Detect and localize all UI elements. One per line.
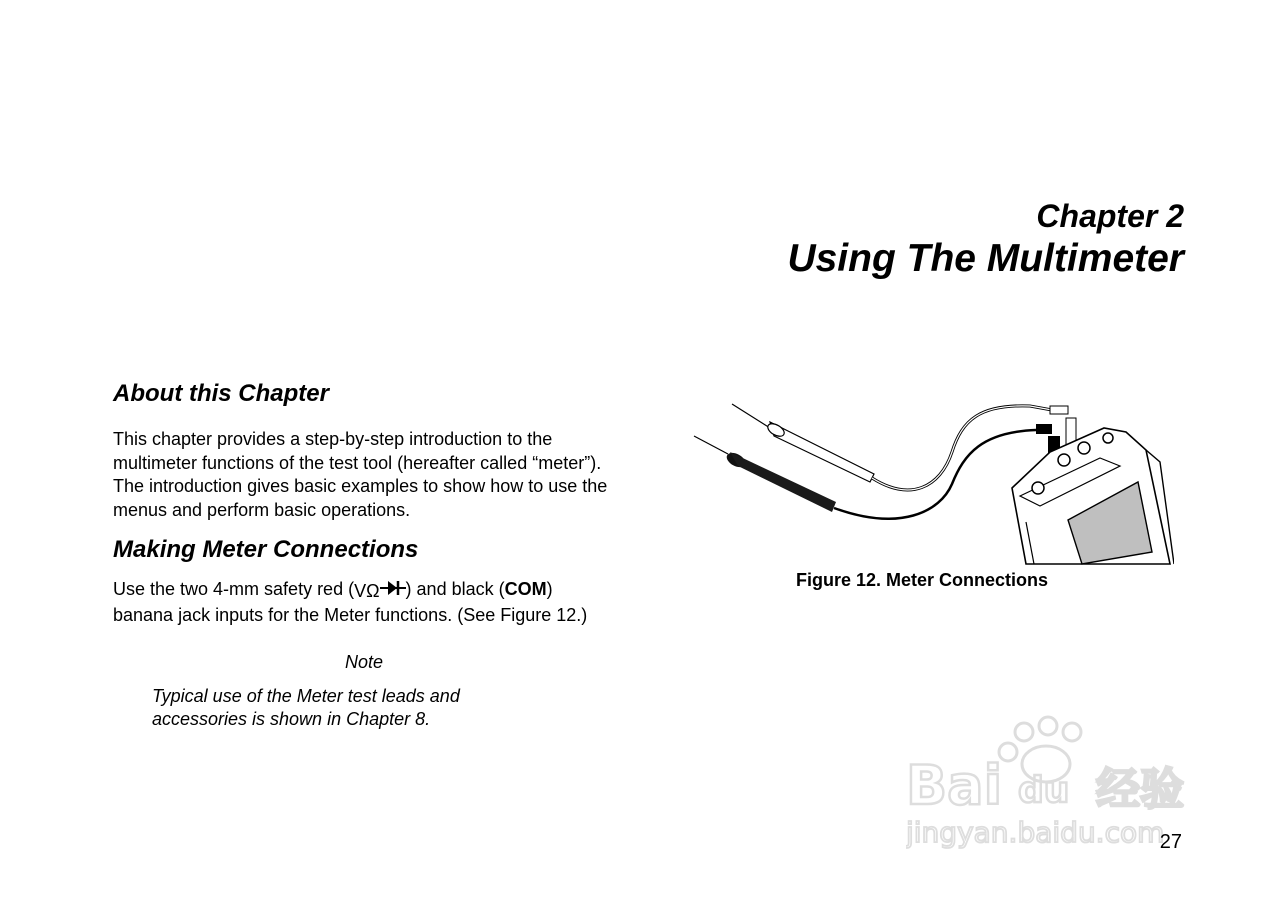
note-label: Note	[344, 652, 384, 672]
connections-heading: Making Meter Connections	[113, 536, 419, 563]
volt-ohm-diode-symbol	[354, 579, 405, 604]
connections-text-post: ) banana jack inputs for the Meter functions. (See Figure 12.)	[113, 579, 588, 625]
com-label: COM	[504, 579, 547, 599]
connections-paragraph	[113, 578, 613, 627]
svg-text:经验: 经验	[1096, 764, 1184, 815]
meter-connections-illustration	[690, 392, 1174, 566]
about-heading: About this Chapter	[113, 380, 329, 407]
figure-caption: Figure 12. Meter Connections	[796, 570, 1049, 590]
note-text: Typical use of the Meter test leads and accessories is shown in Chapter 8.	[152, 685, 460, 729]
page-number: 27	[1159, 831, 1182, 853]
chapter-title: Using The Multimeter	[787, 237, 1184, 280]
about-paragraph: This chapter provides a step-by-step introduction to the multimeter functions of the test tool (hereafter called “meter”). The introduction gives basic examples to show how to use the menus and perform basic operations.	[113, 429, 608, 520]
black-test-lead-icon	[694, 424, 1060, 519]
left-column	[113, 376, 613, 732]
chapter-number: Chapter 2	[1036, 198, 1184, 234]
connections-text-pre: Use the two 4-mm safety red (	[113, 579, 355, 599]
diode-icon	[380, 579, 406, 597]
svg-text:du: du	[1018, 770, 1070, 811]
multimeter-icon	[1012, 428, 1174, 564]
volt-ohm-symbol-text: VΩ	[354, 581, 380, 601]
chapter-heading	[787, 196, 1184, 282]
svg-text:jingyan.baidu.com: jingyan.baidu.com	[906, 816, 1165, 849]
svg-text:Bai: Bai	[906, 754, 1003, 817]
connections-text-mid: ) and black (	[405, 579, 505, 599]
